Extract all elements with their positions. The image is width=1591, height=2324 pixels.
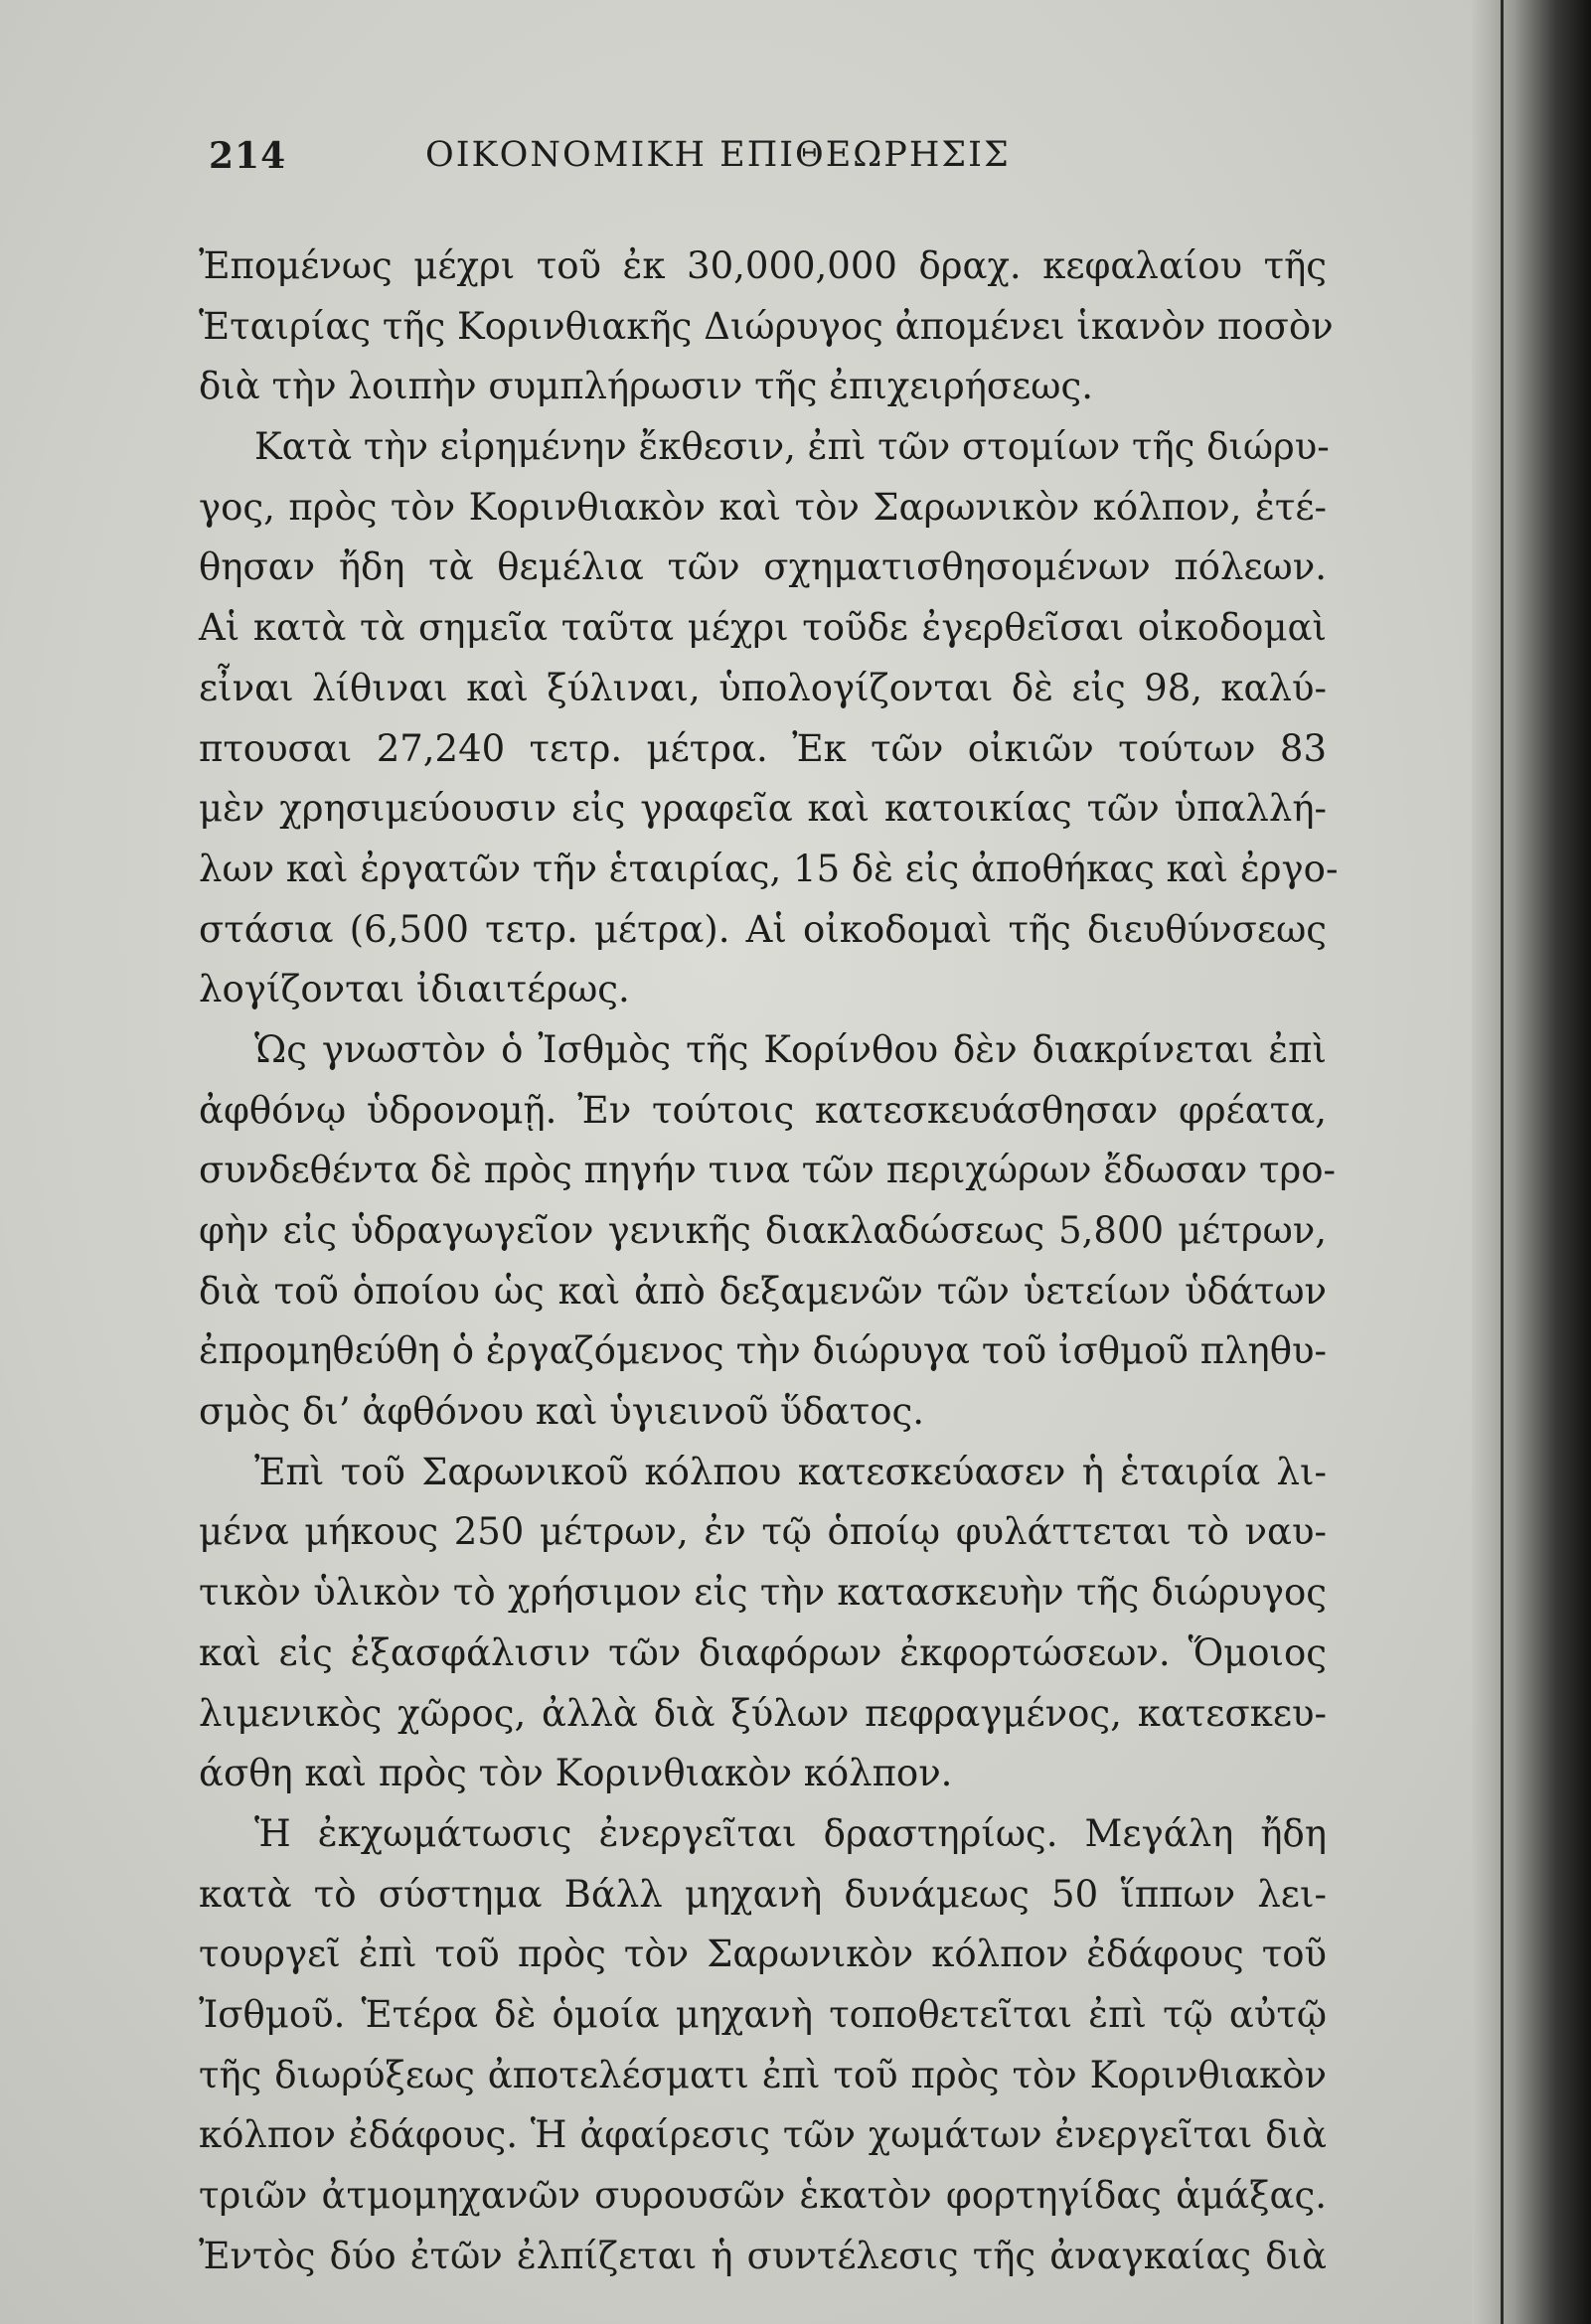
- text-line: Ὡς γνωστὸν ὁ Ἰσθμὸς τῆς Κορίνθου δὲν διακρίνεται ἐπὶ: [254, 1027, 1327, 1071]
- text-line: Αἱ κατὰ τὰ σημεῖα ταῦτα μέχρι τοῦδε ἐγερθεῖσαι οἰκοδομαὶ: [199, 606, 1327, 650]
- binding-edge-line: [1501, 0, 1504, 2324]
- text-line: σμὸς δι’ ἀφθόνου καὶ ὑγιεινοῦ ὕδατος.: [199, 1390, 925, 1434]
- text-line: στάσια (6,500 τετρ. μέτρα). Αἱ οἰκοδομαὶ τῆς διευθύνσεως: [199, 907, 1327, 951]
- text-line: τριῶν ἀτμομηχανῶν συρουσῶν ἑκατὸν φορτηγίδας ἁμάξας.: [199, 2174, 1327, 2217]
- text-line: κόλπον ἐδάφους. Ἡ ἀφαίρεσις τῶν χωμάτων ἐνεργεῖται διὰ: [199, 2113, 1327, 2157]
- text-line: ἐπρομηθεύθη ὁ ἐργαζόμενος τὴν διώρυγα τοῦ ἰσθμοῦ πληθυ-: [199, 1329, 1327, 1373]
- text-line: εἶναι λίθιναι καὶ ξύλιναι, ὑπολογίζονται δὲ εἰς 98, καλύ-: [199, 666, 1327, 709]
- binding-gutter: [1472, 0, 1591, 2324]
- text-line: καὶ εἰς ἐξασφάλισιν τῶν διαφόρων ἐκφορτώσεων. Ὅμοιος: [199, 1630, 1327, 1674]
- text-line: ἀφθόνῳ ὑδρονομῇ. Ἐν τούτοις κατεσκευάσθησαν φρέατα,: [199, 1088, 1327, 1132]
- text-line: Ἰσθμοῦ. Ἑτέρα δὲ ὁμοία μηχανὴ τοποθετεῖται ἐπὶ τῷ αὐτῷ: [199, 1992, 1327, 2036]
- text-line: μένα μήκους 250 μέτρων, ἐν τῷ ὁποίῳ φυλάττεται τὸ ναυ-: [199, 1510, 1327, 1554]
- text-line: τικὸν ὑλικὸν τὸ χρήσιμον εἰς τὴν κατασκευὴν τῆς διώρυγος: [199, 1571, 1327, 1615]
- text-line: μὲν χρησιμεύουσιν εἰς γραφεῖα καὶ κατοικίας τῶν ὑπαλλή-: [199, 787, 1327, 831]
- text-line: Κατὰ τὴν εἰρημένην ἔκθεσιν, ἐπὶ τῶν στομίων τῆς διώρυ-: [254, 425, 1330, 469]
- text-line: γος, πρὸς τὸν Κορινθιακὸν καὶ τὸν Σαρωνικὸν κόλπον, ἐτέ-: [199, 485, 1327, 529]
- text-line: λογίζονται ἰδιαιτέρως.: [199, 968, 630, 1011]
- text-line: θησαν ἤδη τὰ θεμέλια τῶν σχηματισθησομένων πόλεων.: [199, 545, 1327, 589]
- text-line: τουργεῖ ἐπὶ τοῦ πρὸς τὸν Σαρωνικὸν κόλπον ἐδάφους τοῦ: [199, 1933, 1327, 1976]
- text-line: φὴν εἰς ὑδραγωγεῖον γενικῆς διακλαδώσεως 5,800 μέτρων,: [199, 1209, 1327, 1252]
- text-line: συνδεθέντα δὲ πρὸς πηγήν τινα τῶν περιχώρων ἔδωσαν τρο-: [199, 1149, 1337, 1192]
- page-number: 214: [209, 135, 287, 177]
- running-title: ΟΙΚΟΝΟΜΙΚΗ ΕΠΙΘΕΩΡΗΣΙΣ: [425, 135, 1011, 175]
- text-line: πτουσαι 27,240 τετρ. μέτρα. Ἐκ τῶν οἰκιῶν τούτων 83: [199, 726, 1327, 770]
- text-line: διὰ τὴν λοιπὴν συμπλήρωσιν τῆς ἐπιχειρήσεως.: [199, 365, 1093, 408]
- body-text: [199, 236, 1339, 2286]
- text-line: Ἐπομένως μέχρι τοῦ ἐκ 30,000,000 δραχ. κεφαλαίου τῆς: [199, 244, 1327, 287]
- text-line: τῆς διωρύξεως ἀποτελέσματι ἐπὶ τοῦ πρὸς τὸν Κορινθιακὸν: [199, 2053, 1327, 2096]
- text-line: λων καὶ ἐργατῶν τῆν ἑταιρίας, 15 δὲ εἰς ἀποθήκας καὶ ἐργο-: [199, 847, 1339, 890]
- text-line: κατὰ τὸ σύστημα Βάλλ μηχανὴ δυνάμεως 50 ἵππων λει-: [199, 1872, 1327, 1916]
- text-line: άσθη καὶ πρὸς τὸν Κορινθιακὸν κόλπον.: [199, 1752, 953, 1795]
- text-line: Ἐπὶ τοῦ Σαρωνικοῦ κόλπου κατεσκεύασεν ἡ ἑταιρία λι-: [254, 1450, 1327, 1493]
- text-line: Ἡ ἐκχωμάτωσις ἐνεργεῖται δραστηρίως. Μεγάλη ἤδη: [254, 1811, 1327, 1855]
- text-line: Ἑταιρίας τῆς Κορινθιακῆς Διώρυγος ἀπομένει ἱκανὸν ποσὸν: [199, 304, 1334, 348]
- text-line: Ἐντὸς δύο ἐτῶν ἐλπίζεται ἡ συντέλεσις τῆς ἀναγκαίας διὰ: [199, 2234, 1327, 2277]
- text-line: διὰ τοῦ ὁποίου ὡς καὶ ἀπὸ δεξαμενῶν τῶν ὑετείων ὑδάτων: [199, 1269, 1327, 1313]
- text-line: λιμενικὸς χῶρος, ἀλλὰ διὰ ξύλων πεφραγμένος, κατεσκευ-: [199, 1691, 1327, 1735]
- page-header: [209, 135, 1332, 195]
